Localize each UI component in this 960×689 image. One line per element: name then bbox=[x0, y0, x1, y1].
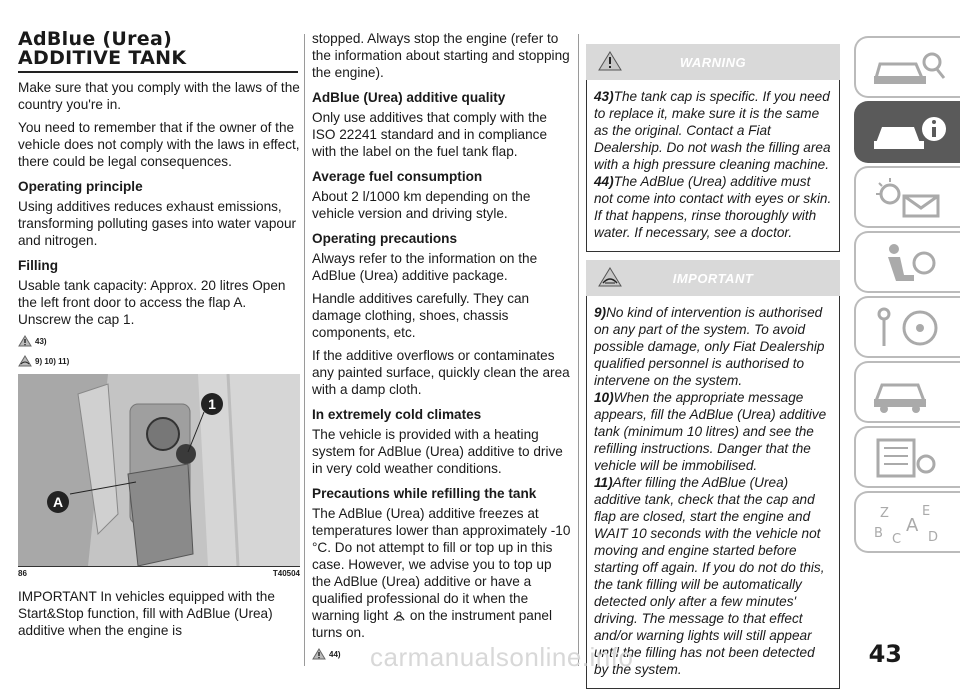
column-divider-2 bbox=[578, 34, 579, 666]
car-info-icon bbox=[870, 111, 950, 155]
column-right bbox=[586, 44, 840, 689]
heading-refill-precautions: Precautions while refilling the tank bbox=[312, 486, 537, 501]
key-steering-icon bbox=[870, 306, 950, 350]
watermark: carmanualsonline.info bbox=[370, 642, 634, 672]
important-title: IMPORTANT bbox=[672, 270, 754, 286]
warning-ref-number: 43) bbox=[35, 336, 47, 346]
index-letter-b: B bbox=[874, 526, 883, 541]
continued-text: stopped. Always stop the engine (refer to the information about starting and stopping the engine). bbox=[312, 31, 570, 80]
important-item-10-text: When the appropriate message appears, fill the AdBlue (Urea) additive tank (minimum 10 litres) and see the refilling instructions. Danger that the vehicle will be immobilised. bbox=[594, 390, 827, 473]
heading-filling: Filling bbox=[18, 258, 59, 273]
warning-triangle-icon bbox=[598, 51, 622, 71]
cold-climates-text: The vehicle is provided with a heating system for AdBlue (Urea) additive to drive in very cold weather conditions. bbox=[312, 427, 563, 476]
consumption-text: About 2 l/1000 km depending on the vehicle version and driving style. bbox=[312, 189, 531, 221]
tab-knowing-instrument-panel[interactable] bbox=[854, 101, 960, 163]
spec-sheet-icon bbox=[870, 436, 950, 480]
figure-code: T40504 bbox=[272, 569, 300, 578]
title-rule bbox=[18, 71, 298, 73]
tab-starting-driving[interactable] bbox=[854, 296, 960, 358]
important-ref-numbers: 9) 10) 11) bbox=[35, 356, 70, 366]
important-item-9 bbox=[594, 304, 832, 389]
refill-text-part-b: on the instrument panel turns on. bbox=[312, 608, 552, 640]
heading-cold-climates: In extremely cold climates bbox=[312, 407, 482, 422]
warning-item-44 bbox=[594, 173, 832, 241]
filler-flap-figure bbox=[18, 374, 300, 566]
alphabet-index-icon bbox=[870, 501, 950, 545]
refill-text-part-a: The AdBlue (Urea) additive freezes at temperatures lower than approximately -10 °C. Do not attempt to fill or top up in this case. However, we advise you to top up the AdBlue (Urea) additive or have a qualified professional do it when the warning light bbox=[312, 506, 571, 623]
chapter-tabs bbox=[854, 36, 960, 556]
warning-item-43-number: 43) bbox=[594, 89, 614, 104]
heading-operating-principle: Operating principle bbox=[18, 179, 143, 194]
index-letter-d: D bbox=[928, 530, 939, 545]
callout-a: A bbox=[52, 494, 64, 510]
precaution-text-3: If the additive overflows or contaminates any painted surface, quickly clean the area with a damp cloth. bbox=[312, 348, 570, 397]
car-service-icon bbox=[870, 371, 950, 415]
caution-triangle-icon bbox=[598, 267, 622, 287]
warning-triangle-icon bbox=[312, 648, 326, 660]
tab-maintenance-care[interactable] bbox=[854, 426, 960, 488]
tab-alphabetical-index[interactable] bbox=[854, 491, 960, 553]
precaution-text-2: Handle additives carefully. They can damage clothing, shoes, chassis components, etc. bbox=[312, 291, 530, 340]
filling-text: Usable tank capacity: Approx. 20 litres Open the left front door to access the flap A. Unscrew the cap 1. bbox=[18, 278, 286, 327]
warning-panel-header bbox=[586, 44, 840, 80]
column-divider-1 bbox=[304, 34, 305, 666]
important-item-9-number: 9) bbox=[594, 305, 607, 320]
index-letter-c: C bbox=[892, 532, 902, 545]
warning-light-message-icon bbox=[870, 176, 950, 220]
warning-panel-body bbox=[586, 80, 840, 252]
warning-item-44-text: The AdBlue (Urea) additive must not come into contact with eyes or skin. If that happens, rinse thoroughly with water. If necessary, see a doctor. bbox=[594, 174, 832, 240]
important-panel bbox=[586, 260, 840, 689]
figure-caption bbox=[18, 566, 300, 578]
important-item-10 bbox=[594, 389, 832, 474]
adblue-warning-light-icon bbox=[392, 610, 406, 622]
refill-precautions-text bbox=[312, 505, 574, 641]
important-panel-header bbox=[586, 260, 840, 296]
caution-triangle-icon bbox=[18, 355, 32, 367]
index-letter-a: A bbox=[906, 515, 919, 536]
airbag-seat-icon bbox=[870, 241, 950, 285]
tab-knowing-your-car[interactable] bbox=[854, 36, 960, 98]
heading-additive-quality: AdBlue (Urea) additive quality bbox=[312, 90, 506, 105]
callout-1: 1 bbox=[208, 396, 216, 412]
car-search-icon bbox=[870, 46, 950, 90]
column-middle bbox=[312, 30, 574, 667]
warning-item-43 bbox=[594, 88, 832, 173]
intro-paragraph-1: Make sure that you comply with the laws of the country you're in. bbox=[18, 80, 300, 112]
warning-item-43-text: The tank cap is specific. If you need to replace it, make sure it is the same as the original. Contact a Fiat Dealership. Do not wash the filling area with a high pressure cleaning machine. bbox=[594, 89, 831, 172]
warning-ref[interactable] bbox=[18, 334, 300, 348]
warning-triangle-icon bbox=[18, 335, 32, 347]
section-title-line1: AdBlue (Urea) bbox=[18, 28, 173, 50]
important-item-11-number: 11) bbox=[594, 475, 613, 490]
heading-operating-precautions: Operating precautions bbox=[312, 231, 458, 246]
warning-title: WARNING bbox=[679, 54, 747, 70]
column-left bbox=[18, 30, 300, 645]
important-panel-body bbox=[586, 296, 840, 689]
additive-quality-text: Only use additives that comply with the ISO 22241 standard and in compliance with the label on the fuel tank flap. bbox=[312, 110, 548, 159]
warning-panel bbox=[586, 44, 840, 252]
important-item-10-number: 10) bbox=[594, 390, 614, 405]
tab-in-an-emergency[interactable] bbox=[854, 361, 960, 423]
page-number: 43 bbox=[868, 640, 902, 668]
precaution-text-1: Always refer to the information on the AdBlue (Urea) additive package. bbox=[312, 251, 538, 283]
important-ref[interactable] bbox=[18, 354, 300, 368]
index-letter-e: E bbox=[922, 504, 931, 519]
tab-safety[interactable] bbox=[854, 231, 960, 293]
index-letter-z: Z bbox=[880, 506, 889, 521]
section-title-line2: ADDITIVE TANK bbox=[18, 47, 187, 69]
heading-average-consumption: Average fuel consumption bbox=[312, 169, 483, 184]
warning-item-44-number: 44) bbox=[594, 174, 614, 189]
intro-paragraph-2: You need to remember that if the owner of the vehicle does not comply with the laws in effect, there could be legal consequences. bbox=[18, 120, 300, 169]
figure-number: 86 bbox=[18, 569, 27, 578]
important-item-9-text: No kind of intervention is authorised on any part of the system. To avoid possible damage, only Fiat Dealership qualified personnel is authorised to intervene on the system. bbox=[594, 305, 825, 388]
warning-ref-44-number: 44) bbox=[329, 649, 341, 659]
filler-flap-illustration bbox=[18, 374, 300, 566]
operating-principle-text: Using additives reduces exhaust emissions, transforming polluting gases into water vapour and nitrogen. bbox=[18, 199, 297, 248]
important-start-stop-text: IMPORTANT In vehicles equipped with the Start&Stop function, fill with AdBlue (Urea) additive when the engine is bbox=[18, 589, 275, 638]
important-item-11-text: After filling the AdBlue (Urea) additive tank, check that the cap and flap are closed, start the engine and WAIT 10 seconds with the vehicle not moving and engine started before starting off again. If you do not do this, the tank filling will be automatically detected only after a few minutes' driving. The message to that effect and/or warning lights will still appear until the filling has not been detected by the system. bbox=[594, 475, 825, 677]
tab-warning-lights-messages[interactable] bbox=[854, 166, 960, 228]
